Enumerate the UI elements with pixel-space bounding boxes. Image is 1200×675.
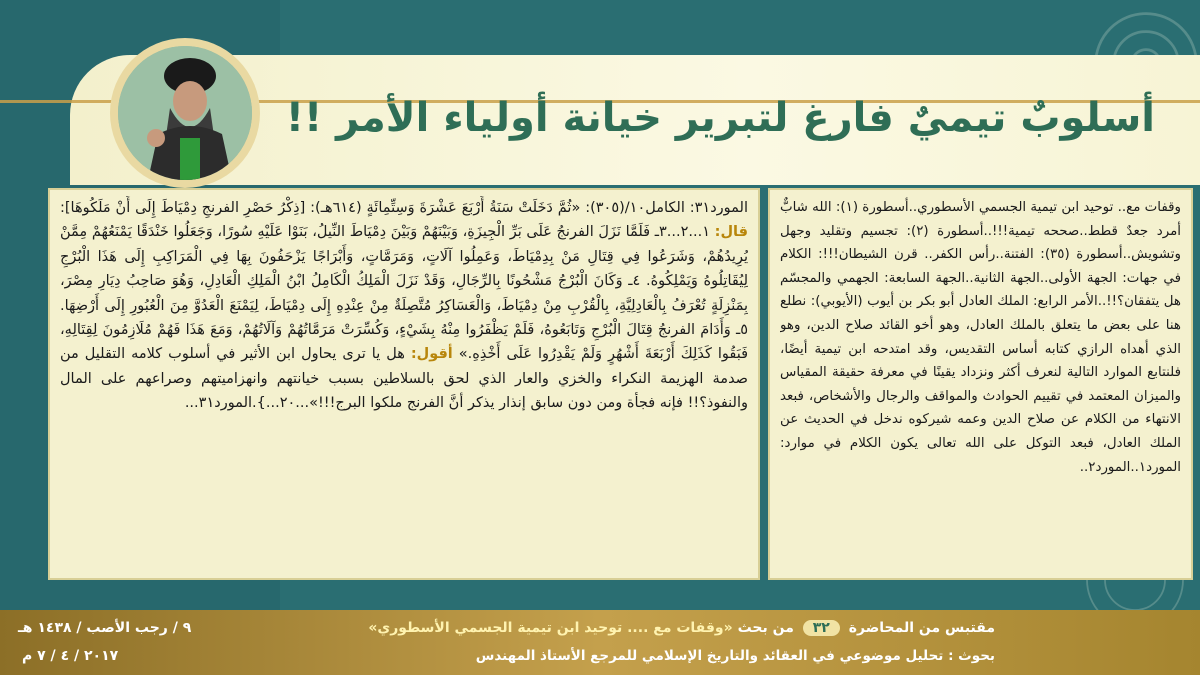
page-title: أسلوبٌ تيميٌ فارغ لتبرير خيانة أولياء الأمر !! bbox=[285, 95, 1155, 141]
main-quote-panel bbox=[48, 188, 760, 580]
quote-paragraph: المورد٣١: الكامل١٠/(٣٠٥): «ثُمَّ دَخَلَتْ سَنَةُ أَرْبَعَ عَشْرَةَ وَسِتِّمِائَةٍ (٦١٤هـ): [ذِكْرُ حَصْرِ الفرنجِ دِمْيَاطَ إِلَى أَنْ مَلَكُوهَا]: قال: ١...٢...٣ـ فَلَمَّا نَزَلَ الفرنجُ عَلَى بَرِّ الْجِيزَةِ، وَبَيْنَهُمْ وَبَيْنَ دِمْيَاطَ النِّيلُ، بَنَوْا عَلَيْهِ سُورًا، وَجَعَلُوا خَنْدَقًا يَمْنَعُهُمْ مِمَّنْ يُرِيدُهُمْ، وَشَرَعُوا فِي قِتَالِ مَنْ بِدِمْيَاطَ، وَعَمِلُوا آلَاتٍ، وَمَرَمَّاتٍ، وَأَبْرَاجًا يَزْحَفُونَ بِهَا فِي الْمَرَاكِبِ إِلَى هَذَا الْبُرْجِ لِيُقَاتِلُوهُ وَيَمْلِكُوهُ. ٤ـ وَكَانَ الْبُرْجُ مَشْحُونًا بِالرِّجَالِ، وَقَدْ نَزَلَ الْمَلِكُ الْكَامِلُ ابْنُ الْمَلِكِ الْعَادِلِ، وَهُوَ صَاحِبُ دِيَارِ مِصْرَ، بِمَنْزِلَةٍ تُعْرَفُ بِالْعَادِلِيَّةِ، بِالْقُرْبِ مِنْ دِمْيَاطَ، وَالْعَسَاكِرُ مُتَّصِلَةٌ مِنْ عِنْدِهِ إِلَى دِمْيَاطَ، لِيَمْنَعَ الْعَدُوَّ مِنَ الْعُبُورِ إِلَى أَرْضِهَا. ٥ـ وَأَدَامَ الفرنجُ قِتَالَ الْبُرْجِ وَتَابَعُوهُ، فَلَمْ يَظْفَرُوا مِنْهُ بِشَيْءٍ، وَكُسِّرَتْ مَرَمَّاتُهُمْ وَآلَاتُهُمْ، وَمَعَ هَذَا فَهُمْ مُلَازِمُونَ لِقِتَالِهِ، فَبَقُوا كَذَلِكَ أَرْبَعَةَ أَشْهُرٍ وَلَمْ يَقْدِرُوا عَلَى أَخْذِهِ.» bbox=[60, 200, 748, 363]
speaker-portrait-icon bbox=[118, 46, 252, 180]
footer-mid: من بحث bbox=[737, 620, 794, 636]
research-title: «وقفات مع .... توحيد ابن تيمية الجسمي الأسطوري» bbox=[368, 620, 733, 636]
footer-line-2: بحوث : تحليل موضوعي في العقائد والتاريخ الإسلامي للمرجع الأستاذ المهندس bbox=[475, 648, 995, 664]
date-gregorian: ٢٠١٧ / ٤ / ٧ م bbox=[22, 648, 119, 664]
footer-line-1 bbox=[368, 620, 995, 636]
label-aqul: أقول: bbox=[410, 346, 453, 363]
lecture-number-badge: ٣٢ bbox=[803, 620, 840, 636]
footer-bar bbox=[0, 610, 1200, 675]
speaker-portrait bbox=[118, 46, 252, 180]
date-hijri: ٩ / رجب الأصب / ١٤٣٨ هـ bbox=[18, 620, 192, 636]
commentary-paragraph: أقول: هل يا ترى يحاول ابن الأثير في أسلوب كلامه التقليل من صدمة الهزيمة النكراء والخزي والعار الذي لحق بالسلاطين بسبب خيانتهم وانهزاميتهم وصراعهم على المال والنفوذ؟!! فإنه فجأة ومن دون سابق إنذار يذكر أنَّ الفرنج ملكوا البرج!!!»...٢٠...}.المورد٣١... bbox=[60, 346, 748, 412]
side-context-panel bbox=[768, 188, 1193, 580]
side-context-text: وقفات مع.. توحيد ابن تيمية الجسمي الأسطوري..أسطورة (١): الله شابٌّ أمرد جعدٌ قطط..صححه تيمية!!!..أسطورة (٢): تجسيم وتقليد وجهل وتشويش..أسطورة (٣٥): الفتنة..رأس الكفر.. قرن الشيطان!!!: الكلام في جهات: الجهة الأولى..الجهة الثانية..الجهة السابعة: الجهمي والمجسّم هل يتفقان؟!!..الأمر الرابع: الملك العادل أبو بكر بن أيوب (الأيوبي): نطلع هنا على بعض ما يتعلق بالملك العادل، وهو أخو القائد صلاح الدين، وهو الذي أهداه الرازي كتابه أساس التقديس، وقد امتدحه ابن تيمية أيضًا، فلنتابع الموارد التالية لنعرف أكثر ونزداد يقينًا في معرفة حقيقة المقياس والميزان المعتمد في تقييم الحوادث والمواقف والرجال والأشخاص، فبعد الانتهاء من الكلام عن صلاح الدين وعمه شيركوه ندخل في الحديث عن الملك العادل، فبعد التوكل على الله تعالى يكون الكلام في موارد: المورد١..المورد٢.. bbox=[780, 200, 1181, 475]
main-quote-text bbox=[60, 196, 748, 572]
footer-prefix: مقتبس من المحاضرة bbox=[848, 620, 995, 636]
label-qal: قال: bbox=[714, 224, 748, 241]
portrait-frame bbox=[110, 38, 260, 188]
